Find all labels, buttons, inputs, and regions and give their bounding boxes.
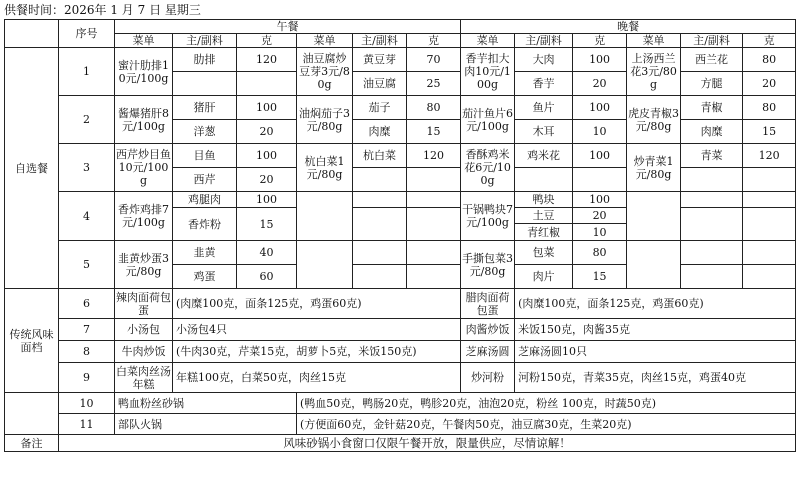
lunch-item-name: 辣肉面荷包蛋 [116, 290, 171, 317]
clay-pot-name: 鸭血粉丝砂锅 [115, 393, 297, 414]
ingredient-gram [743, 192, 796, 208]
dish-name: 蜜汁肋排10元/100g [115, 48, 173, 96]
ingredient-gram: 20 [573, 208, 627, 224]
dish-name: 韭黄炒蛋3元/80g [115, 241, 173, 289]
ingredient-gram: 25 [407, 72, 461, 96]
ingredient-gram: 20 [237, 168, 297, 192]
ingredient-name: 鸡米花 [515, 144, 573, 168]
ingredient-gram: 20 [573, 72, 627, 96]
ingredient-gram: 100 [573, 144, 627, 168]
header-dinner: 晚餐 [461, 20, 796, 34]
header-main-side: 主/副料 [681, 34, 743, 48]
ingredient-gram: 100 [237, 144, 297, 168]
ingredient-name: 鸡蛋 [173, 265, 237, 289]
ingredient-gram: 80 [743, 96, 796, 120]
row-number: 11 [59, 414, 115, 435]
ingredient-gram: 100 [237, 96, 297, 120]
ingredient-name: 洋葱 [173, 120, 237, 144]
dish-name: 手撕包菜3元/80g [461, 241, 515, 289]
ingredient-gram: 40 [237, 241, 297, 265]
menu-table [4, 19, 796, 452]
header-gram: 克 [407, 34, 461, 48]
ingredient-gram: 80 [743, 48, 796, 72]
ingredient-name: 鸡腿肉 [173, 192, 237, 208]
dinner-item-name: 炒河粉 [461, 363, 515, 393]
ingredient-name [353, 265, 407, 289]
clay-pot-desc: (方便面60克，金针菇20克，午餐肉50克，油豆腐30克，生菜20克) [297, 414, 796, 435]
row-number: 9 [59, 363, 115, 393]
ingredient-name: 肋排 [173, 48, 237, 72]
note-label: 备注 [5, 435, 59, 452]
ingredient-name: 猪肝 [173, 96, 237, 120]
dish-name: 酱爆猪肝8元/100g [115, 96, 173, 144]
header-seq: 序号 [59, 20, 115, 48]
lunch-item-name: 白菜肉丝汤年糕 [116, 364, 171, 391]
dish-name: 干锅鸭块7元/100g [461, 192, 515, 241]
ingredient-gram [743, 168, 796, 192]
dish-name [297, 241, 353, 289]
dish-name [627, 192, 681, 241]
ingredient-name: 青椒 [681, 96, 743, 120]
row-number: 2 [59, 96, 115, 144]
lunch-item-desc: (肉糜100克，面条125克，鸡蛋60克) [173, 289, 461, 319]
ingredient-gram: 15 [407, 120, 461, 144]
dish-name: 西芹炒目鱼10元/100g [115, 144, 173, 192]
clay-pot-desc: (鸭血50克，鸭肠20克，鸭胗20克，油泡20克，粉丝 100克，时蔬50克) [297, 393, 796, 414]
dinner-item-desc: 河粉150克，青菜35克，肉丝15克，鸡蛋40克 [515, 363, 796, 393]
header-main-side: 主/副料 [515, 34, 573, 48]
ingredient-gram: 15 [237, 208, 297, 241]
dish-name: 炒青菜1元/80g [627, 144, 681, 192]
dish-name: 茄汁鱼片6元/100g [461, 96, 515, 144]
ingredient-name [353, 208, 407, 241]
lunch-item-desc: 小汤包4只 [173, 319, 461, 341]
self-select-label: 自选餐 [5, 48, 59, 289]
lunch-item-name: 小汤包 [115, 319, 173, 341]
ingredient-gram: 100 [237, 192, 297, 208]
ingredient-gram [407, 241, 461, 265]
row-number: 1 [59, 48, 115, 96]
header-gram: 克 [573, 34, 627, 48]
row-number: 10 [59, 393, 115, 414]
ingredient-gram [407, 265, 461, 289]
ingredient-name: 西芹 [173, 168, 237, 192]
ingredient-gram [407, 192, 461, 208]
ingredient-gram: 100 [573, 48, 627, 72]
header-gram: 克 [237, 34, 297, 48]
dish-name: 香酥鸡米花6元/100g [461, 144, 515, 192]
serving-date-title: 供餐时间：2026年 1 月 7 日 星期三 [4, 3, 201, 17]
dish-name: 虎皮青椒3元/80g [627, 96, 681, 144]
ingredient-name [681, 168, 743, 192]
ingredient-gram [573, 168, 627, 192]
ingredient-name [353, 168, 407, 192]
row-number: 7 [59, 319, 115, 341]
ingredient-name: 肉片 [515, 265, 573, 289]
ingredient-name: 香芋 [515, 72, 573, 96]
lunch-item-desc: (牛肉30克，芹菜15克，胡萝卜5克，米饭150克) [173, 341, 461, 363]
blank-cell [5, 393, 59, 435]
lunch-item-desc: 年糕100克，白菜50克，肉丝15克 [173, 363, 461, 393]
ingredient-gram: 80 [573, 241, 627, 265]
ingredient-gram: 120 [407, 144, 461, 168]
ingredient-name: 肉糜 [353, 120, 407, 144]
dinner-item-desc: 芝麻汤圆10只 [515, 341, 796, 363]
dish-name: 香芋扣大肉10元/100g [461, 48, 515, 96]
ingredient-name: 油豆腐 [353, 72, 407, 96]
ingredient-name: 杭白菜 [353, 144, 407, 168]
ingredient-name: 目鱼 [173, 144, 237, 168]
dinner-item-name: 腊肉面荷包蛋 [461, 289, 515, 319]
ingredient-gram: 10 [573, 224, 627, 241]
ingredient-gram: 20 [237, 120, 297, 144]
ingredient-gram [407, 168, 461, 192]
ingredient-name: 青红椒 [515, 224, 573, 241]
ingredient-name: 木耳 [515, 120, 573, 144]
note-text: 风味砂锅小食窗口仅限午餐开放，限量供应，尽情谅解！ [59, 435, 796, 452]
header-dish: 菜单 [627, 34, 681, 48]
header-main-side: 主/副料 [353, 34, 407, 48]
ingredient-name [681, 192, 743, 208]
ingredient-gram: 70 [407, 48, 461, 72]
dinner-item-name: 芝麻汤圆 [461, 341, 515, 363]
header-gram: 克 [743, 34, 796, 48]
ingredient-name: 包菜 [515, 241, 573, 265]
ingredient-name: 肉糜 [681, 120, 743, 144]
ingredient-gram: 80 [407, 96, 461, 120]
ingredient-name [353, 241, 407, 265]
dish-name: 杭白菜1元/80g [297, 144, 353, 192]
dinner-item-desc: 米饭150克，肉酱35克 [515, 319, 796, 341]
ingredient-name: 香炸粉 [173, 208, 237, 241]
ingredient-name: 鸭块 [515, 192, 573, 208]
ingredient-gram: 15 [573, 265, 627, 289]
ingredient-gram [237, 72, 297, 96]
ingredient-gram: 10 [573, 120, 627, 144]
ingredient-gram: 20 [743, 72, 796, 96]
ingredient-name [173, 72, 237, 96]
header-cell [5, 20, 59, 48]
dish-name [297, 192, 353, 241]
row-number: 5 [59, 241, 115, 289]
ingredient-name [515, 168, 573, 192]
ingredient-name: 方腿 [681, 72, 743, 96]
dinner-item-name: 肉酱炒饭 [461, 319, 515, 341]
ingredient-gram: 60 [237, 265, 297, 289]
ingredient-name [681, 265, 743, 289]
header-lunch: 午餐 [115, 20, 461, 34]
ingredient-name: 西兰花 [681, 48, 743, 72]
ingredient-gram: 100 [573, 96, 627, 120]
ingredient-name [681, 241, 743, 265]
ingredient-name: 鱼片 [515, 96, 573, 120]
ingredient-gram: 100 [573, 192, 627, 208]
traditional-label: 传统风味面档 [5, 289, 59, 393]
dish-name: 上汤西兰花3元/80g [627, 48, 681, 96]
clay-pot-name: 部队火锅 [115, 414, 297, 435]
lunch-item-name: 牛肉炒饭 [115, 341, 173, 363]
header-dish: 菜单 [115, 34, 173, 48]
ingredient-name: 大肉 [515, 48, 573, 72]
ingredient-name: 茄子 [353, 96, 407, 120]
row-number: 6 [59, 289, 115, 319]
ingredient-name: 土豆 [515, 208, 573, 224]
ingredient-gram [743, 265, 796, 289]
ingredient-name [681, 208, 743, 241]
dinner-item-desc: (肉糜100克，面条125克，鸡蛋60克) [515, 289, 796, 319]
ingredient-gram [407, 208, 461, 241]
ingredient-gram [743, 208, 796, 241]
header-dish: 菜单 [297, 34, 353, 48]
dish-name: 油焖茄子3元/80g [297, 96, 353, 144]
ingredient-gram: 120 [743, 144, 796, 168]
ingredient-name [353, 192, 407, 208]
ingredient-gram [743, 241, 796, 265]
ingredient-name: 黄豆芽 [353, 48, 407, 72]
row-number: 8 [59, 341, 115, 363]
dish-name [627, 241, 681, 289]
row-number: 3 [59, 144, 115, 192]
ingredient-name: 青菜 [681, 144, 743, 168]
ingredient-gram: 120 [237, 48, 297, 72]
ingredient-name: 韭黄 [173, 241, 237, 265]
dish-name: 香炸鸡排7元/100g [115, 192, 173, 241]
row-number: 4 [59, 192, 115, 241]
dish-name: 油豆腐炒豆芽3元/80g [297, 48, 353, 96]
ingredient-gram: 15 [743, 120, 796, 144]
header-main-side: 主/副料 [173, 34, 237, 48]
header-dish: 菜单 [461, 34, 515, 48]
